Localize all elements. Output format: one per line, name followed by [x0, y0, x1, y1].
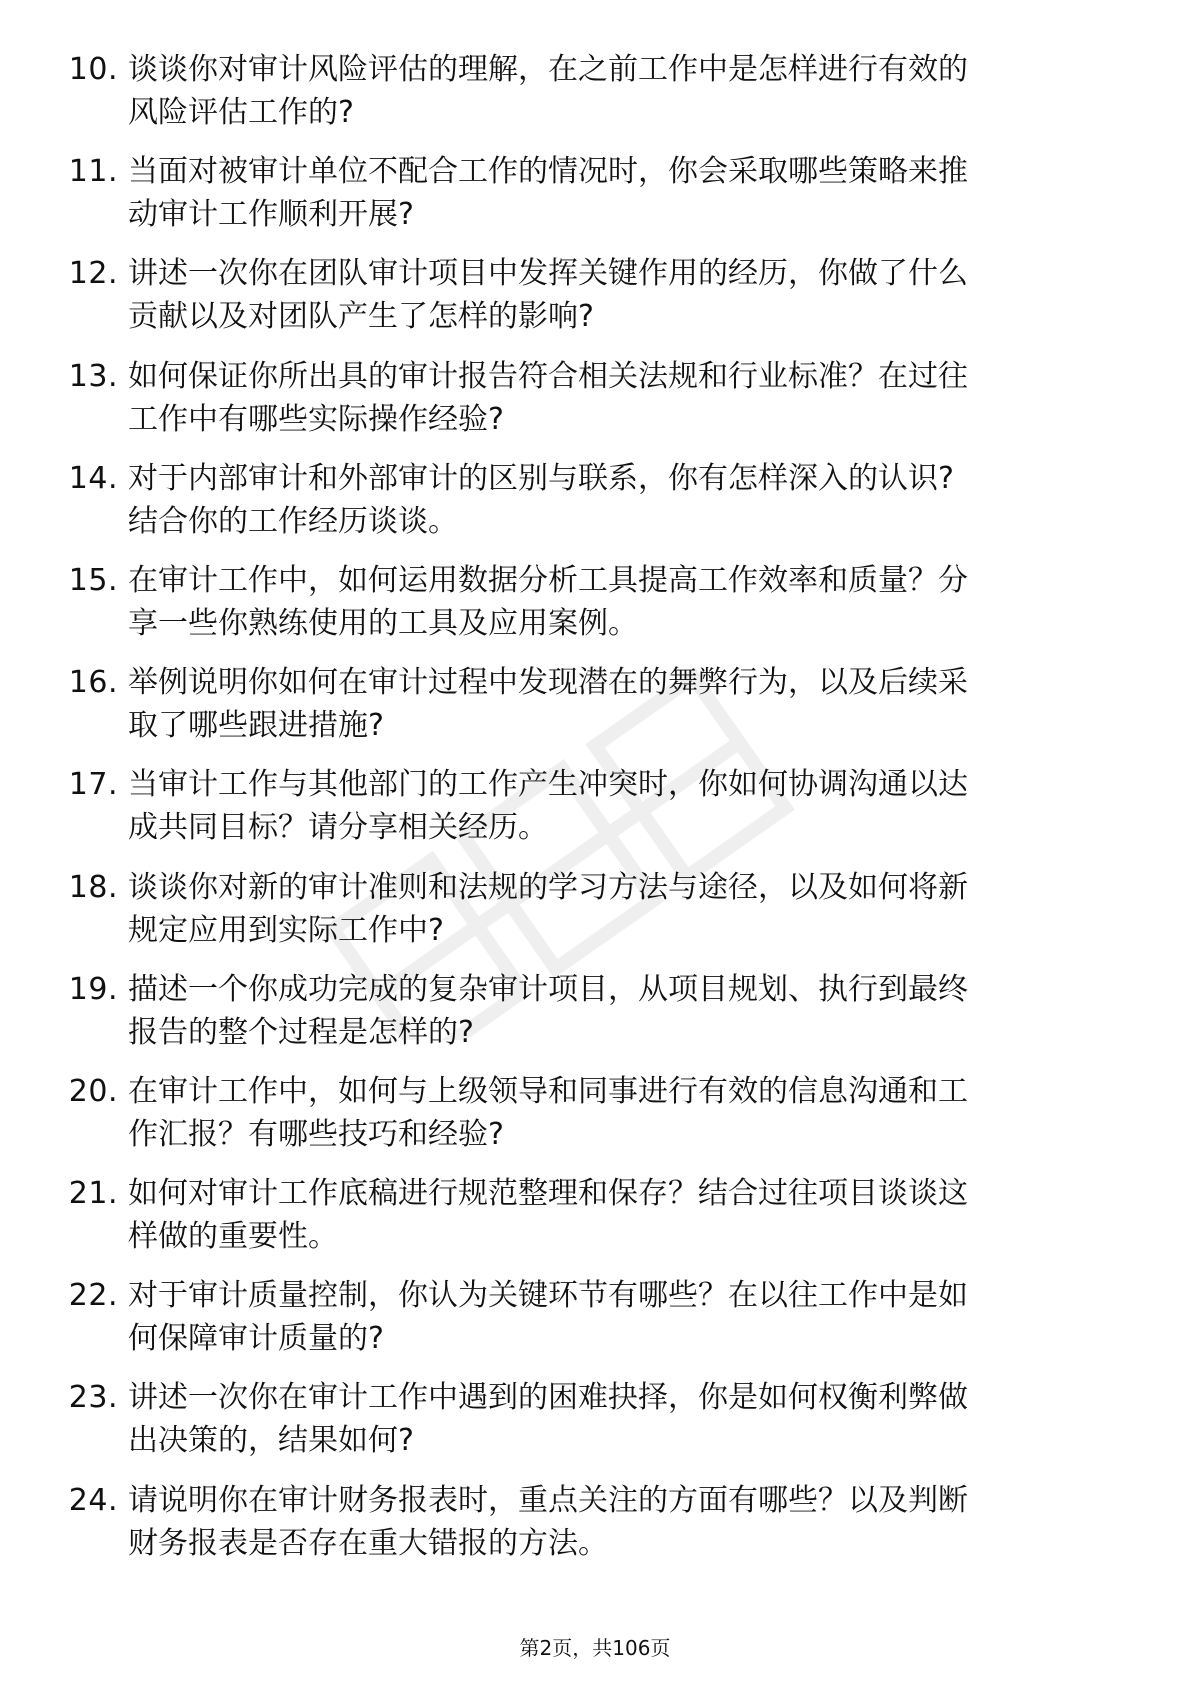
question-number: 24. — [68, 1482, 118, 1518]
question-number: 14. — [68, 460, 118, 496]
question-number: 10. — [68, 52, 118, 87]
question-list — [54, 48, 1114, 1581]
question-number: 12. — [68, 256, 118, 292]
question-text: 对于审计质量控制，你认为关键环节有哪些？在以往工作中是如 何保障审计质量的? — [128, 1278, 968, 1357]
question-text: 当审计工作与其他部门的工作产生冲突时，你如何协调沟通以达 成共同目标？请分享相关经历。 — [128, 767, 968, 846]
question-item — [54, 150, 1114, 252]
question-text: 谈谈你对审计风险评估的理解，在之前工作中是怎样进行有效的 风险评估工作的? — [128, 52, 968, 130]
question-text: 在审计工作中，如何与上级领导和同事进行有效的信息沟通和工 作汇报？有哪些技巧和经验? — [128, 1073, 968, 1152]
question-text: 描述一个你成功完成的复杂审计项目，从项目规划、执行到最终 报告的整个过程是怎样的? — [128, 971, 968, 1050]
question-number: 20. — [68, 1073, 118, 1109]
question-number: 17. — [68, 767, 118, 803]
question-item — [54, 559, 1114, 661]
question-item — [54, 1274, 1114, 1376]
question-item — [54, 1070, 1114, 1172]
question-item — [54, 457, 1114, 559]
question-number: 19. — [68, 971, 118, 1007]
question-text: 当面对被审计单位不配合工作的情况时，你会采取哪些策略来推 动审计工作顺利开展? — [128, 154, 968, 233]
question-item — [54, 968, 1114, 1070]
question-text: 对于内部审计和外部审计的区别与联系，你有怎样深入的认识? 结合你的工作经历谈谈。 — [128, 460, 954, 539]
question-number: 23. — [68, 1380, 118, 1416]
question-text: 如何对审计工作底稿进行规范整理和保存？结合过往项目谈谈这 样做的重要性。 — [128, 1176, 968, 1255]
question-item — [54, 252, 1114, 354]
question-item — [54, 661, 1114, 763]
question-number: 13. — [68, 358, 118, 394]
question-text: 如何保证你所出具的审计报告符合相关法规和行业标准？在过往 工作中有哪些实际操作经验? — [128, 358, 968, 437]
question-item — [54, 763, 1114, 865]
question-item — [54, 866, 1114, 968]
question-number: 11. — [68, 154, 118, 190]
question-text: 谈谈你对新的审计准则和法规的学习方法与途径，以及如何将新 规定应用到实际工作中? — [128, 869, 968, 948]
question-number: 15. — [68, 562, 118, 598]
question-item — [54, 1479, 1114, 1581]
question-item — [54, 48, 1114, 150]
question-text: 在审计工作中，如何运用数据分析工具提高工作效率和质量？分 享一些你熟练使用的工具及应用案例。 — [128, 562, 968, 641]
question-text: 讲述一次你在审计工作中遇到的困难抉择，你是如何权衡利弊做 出决策的，结果如何? — [128, 1380, 968, 1459]
question-number: 22. — [68, 1278, 118, 1314]
question-item — [54, 355, 1114, 457]
question-text: 举例说明你如何在审计过程中发现潜在的舞弊行为，以及后续采 取了哪些跟进措施? — [128, 665, 968, 744]
question-number: 21. — [68, 1176, 118, 1212]
page-footer: 第2页，共106页 — [519, 1636, 671, 1660]
question-item — [54, 1172, 1114, 1274]
question-number: 16. — [68, 665, 118, 701]
question-item — [54, 1376, 1114, 1478]
question-number: 18. — [68, 869, 118, 905]
question-text: 讲述一次你在团队审计项目中发挥关键作用的经历，你做了什么 贡献以及对团队产生了怎样的影响? — [128, 256, 968, 335]
question-text: 请说明你在审计财务报表时，重点关注的方面有哪些？以及判断 财务报表是否存在重大错报的方法。 — [128, 1482, 968, 1561]
